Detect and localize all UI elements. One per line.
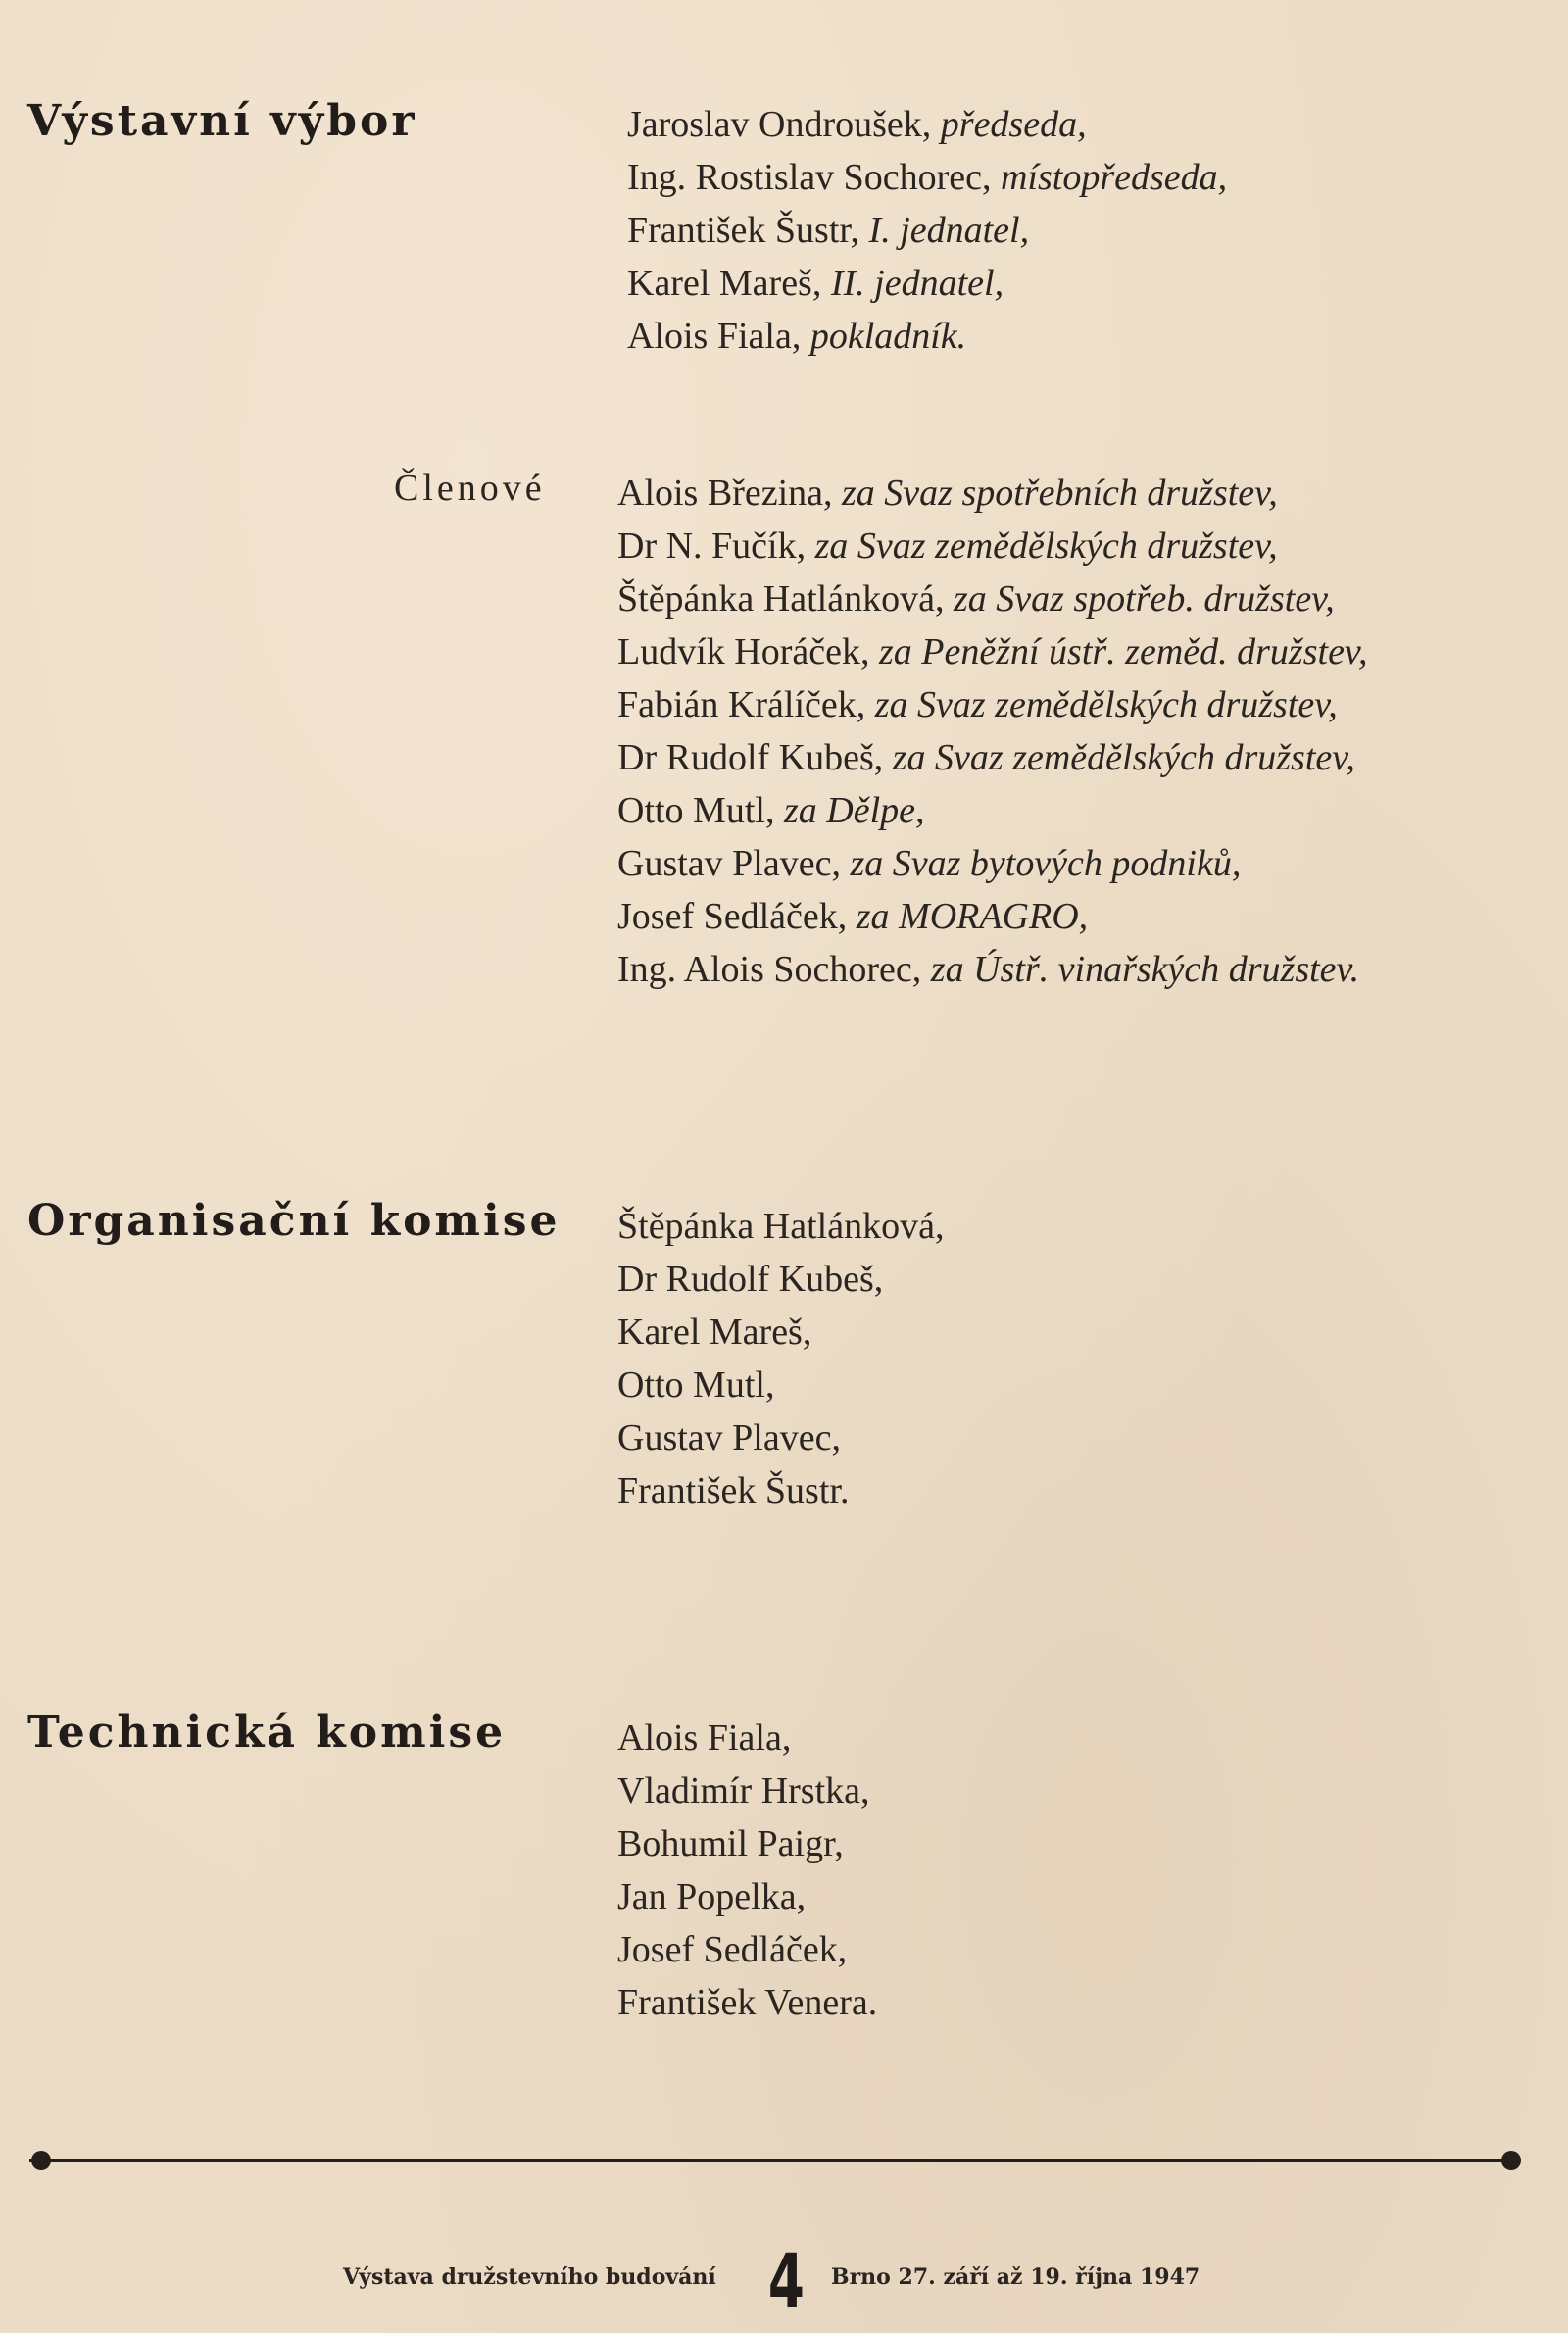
footer-rule [29,2159,1511,2162]
rule-dot-right [1501,2151,1521,2170]
officers-list [627,98,1227,363]
list-item: Otto Mutl, [617,1365,775,1406]
page-number: 4 [767,2237,805,2324]
section-heading: Organisační komise [27,1196,561,1246]
list-item: František Venera. [617,1982,878,2023]
footer-place-date: Brno 27. září až 19. října 1947 [831,2264,1200,2290]
list-item: Štěpánka Hatlánková, [617,1206,945,1247]
list-item: Alois Březina, za Svaz spotřebních družstev, [617,472,1278,514]
list-item: Štěpánka Hatlánková, za Svaz spotřeb. družstev, [617,578,1335,620]
section-heading: Výstavní výbor [27,96,417,146]
list-item: Ludvík Horáček, za Peněžní ústř. zeměd. družstev, [617,631,1368,672]
footer-exhibition-title: Výstava družstevního budování [343,2264,716,2290]
list-item: Fabián Králíček, za Svaz zemědělských družstev, [617,684,1338,725]
list-item: Dr N. Fučík, za Svaz zemědělských družstev, [617,525,1278,567]
list-item: Ing. Alois Sochorec, za Ústř. vinařských družstev. [617,949,1360,990]
list-item: František Šustr, I. jednatel, [627,210,1030,251]
list-item: Josef Sedláček, [617,1929,848,1970]
list-item: Gustav Plavec, za Svaz bytových podniků, [617,843,1242,884]
members-heading: Členové [394,468,546,509]
list-item: Dr Rudolf Kubeš, za Svaz zemědělských družstev, [617,737,1355,778]
list-item: Otto Mutl, za Dělpe, [617,790,925,831]
list-item: Bohumil Paigr, [617,1823,844,1864]
list-item: Gustav Plavec, [617,1417,841,1459]
list-item: Karel Mareš, [617,1312,812,1353]
list-item: František Šustr. [617,1470,850,1512]
list-item: Jan Popelka, [617,1876,807,1917]
list-item: Alois Fiala, [617,1717,792,1759]
list-item: Josef Sedláček, za MORAGRO, [617,896,1089,937]
list-item: Jaroslav Ondroušek, předseda, [627,104,1087,145]
members-list [617,467,1367,996]
list-item: Alois Fiala, pokladník. [627,316,967,357]
list-item: Ing. Rostislav Sochorec, místopředseda, [627,157,1228,198]
list-item: Karel Mareš, II. jednatel, [627,263,1004,304]
members-list [617,1712,877,2029]
list-item: Vladimír Hrstka, [617,1770,870,1812]
members-list [617,1200,944,1517]
section-heading: Technická komise [27,1708,507,1758]
list-item: Dr Rudolf Kubeš, [617,1259,884,1300]
